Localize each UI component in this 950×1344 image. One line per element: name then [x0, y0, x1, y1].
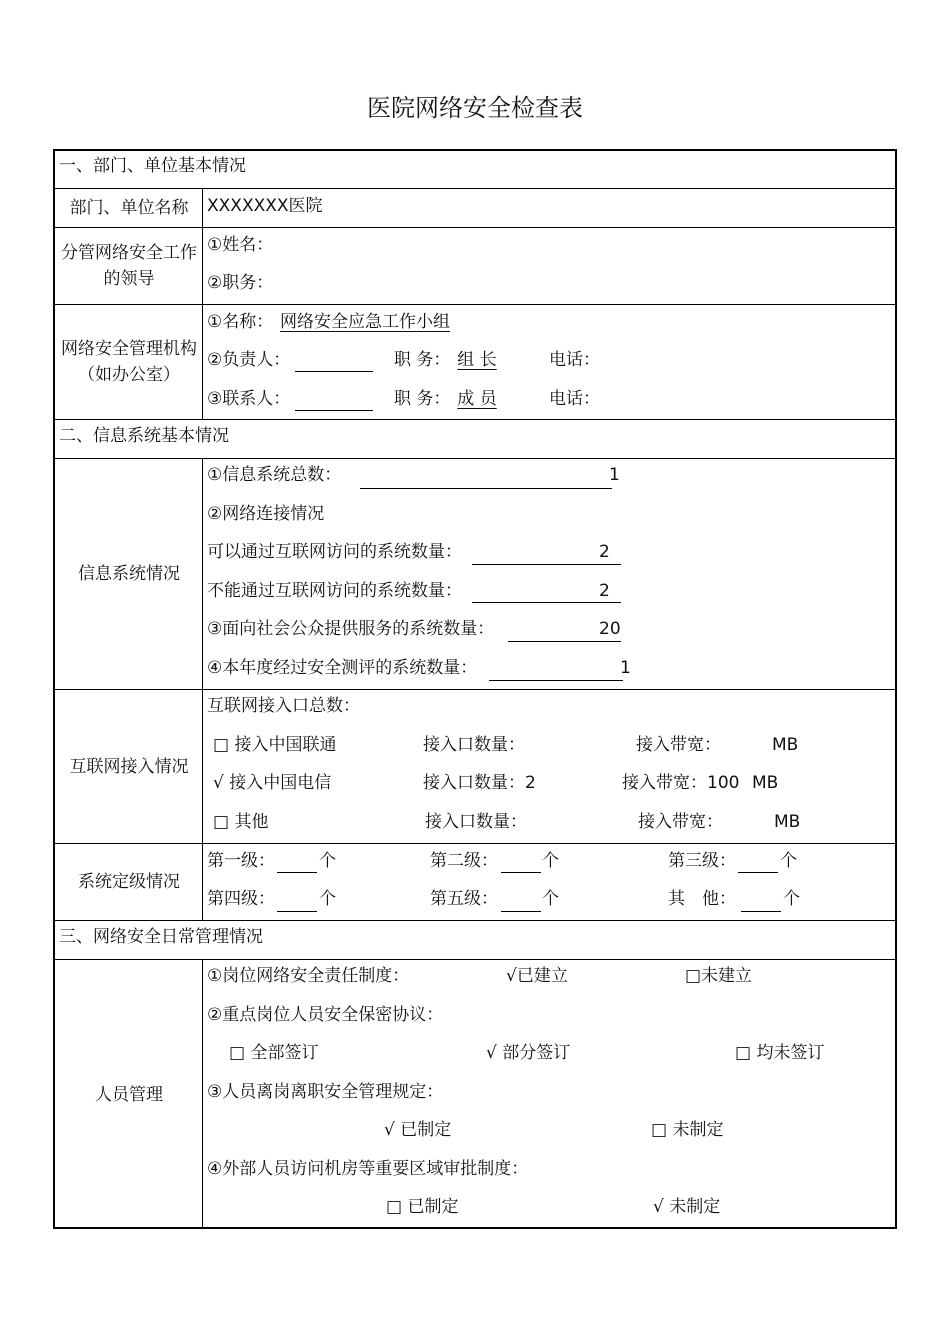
grade-5-unit: 个 — [542, 889, 559, 909]
grade-5-blank — [501, 911, 541, 912]
internet-accessible-value: 2 — [599, 542, 610, 562]
responsible-blank — [295, 371, 373, 372]
telecom-bandwidth: 接入带宽：100 — [622, 773, 740, 793]
item-3-label: ③人员离岗离职安全管理规定： — [207, 1082, 444, 1102]
section-heading-3: 三、网络安全日常管理情况 — [59, 927, 263, 947]
grading-label: 系统定级情况 — [78, 872, 180, 892]
item-3-option-made: √ 已制定 — [384, 1120, 452, 1140]
info-system-label: 信息系统情况 — [78, 564, 180, 584]
unicom-bandwidth: 接入带宽： — [636, 735, 721, 755]
item-3-option-not-made: □ 未制定 — [651, 1120, 724, 1140]
position-label: 职 务： — [394, 389, 451, 409]
public-service-blank — [508, 641, 621, 642]
item-2-label: ②重点岗位人员安全保密协议： — [207, 1005, 444, 1025]
internet-accessible-label: 可以通过互联网访问的系统数量： — [207, 542, 462, 562]
item-4-option-made: □ 已制定 — [386, 1197, 459, 1217]
grade-3-label: 第三级： — [668, 851, 736, 871]
grade-4-blank — [277, 911, 317, 912]
item-4-label: ④外部人员访问机房等重要区域审批制度： — [207, 1159, 529, 1179]
grade-5-label: 第五级： — [430, 889, 498, 909]
grade-3-blank — [738, 872, 778, 873]
contact-position: 成 员 — [457, 389, 497, 409]
org-name-value: XXXXXXX医院 — [207, 196, 323, 216]
total-systems-value: 1 — [609, 465, 620, 485]
responsible-position: 组 长 — [457, 350, 497, 370]
item-2-option-partial: √ 部分签订 — [486, 1043, 571, 1063]
item-1-label: ①岗位网络安全责任制度： — [207, 966, 410, 986]
phone-label: 电话： — [549, 389, 600, 409]
item-4-option-not-made: √ 未制定 — [653, 1197, 721, 1217]
leader-label: 分管网络安全工作的领导 — [61, 243, 197, 289]
other-mb: MB — [774, 812, 801, 832]
grade-1-unit: 个 — [319, 851, 336, 871]
section-heading-2: 二、信息系统基本情况 — [59, 426, 229, 446]
staff-management-label: 人员管理 — [95, 1084, 163, 1105]
network-connection-label: ②网络连接情况 — [207, 504, 325, 524]
page-title: 医院网络安全检查表 — [367, 94, 583, 122]
grade-4-label: 第四级： — [207, 889, 275, 909]
total-systems-blank — [360, 488, 612, 489]
org-name-label: 部门、单位名称 — [69, 198, 189, 218]
other-option: □ 其他 — [213, 812, 269, 832]
non-internet-blank — [472, 602, 621, 603]
grade-4-unit: 个 — [319, 889, 336, 909]
internet-accessible-blank — [472, 564, 621, 565]
item-1-option-not-established: □未建立 — [685, 966, 753, 986]
contact-label: ③联系人： — [207, 389, 291, 409]
grade-1-label: 第一级： — [207, 851, 275, 871]
tested-systems-blank — [489, 680, 623, 681]
grade-other-label: 其 他： — [668, 889, 736, 909]
grade-other-unit: 个 — [783, 889, 800, 909]
row-divider — [55, 419, 895, 420]
row-divider — [55, 920, 895, 921]
tested-systems-label: ④本年度经过安全测评的系统数量： — [207, 658, 478, 678]
phone-label: 电话： — [549, 350, 600, 370]
grade-2-blank — [501, 872, 541, 873]
leader-position-field: ②职务： — [207, 273, 274, 293]
telecom-mb: MB — [752, 773, 779, 793]
office-name-label: ①名称： — [207, 312, 274, 332]
unicom-ports: 接入口数量： — [423, 735, 525, 755]
public-service-value: 20 — [599, 619, 621, 639]
grade-other-blank — [741, 911, 781, 912]
contact-blank — [295, 410, 373, 411]
total-systems-label: ①信息系统总数： — [207, 465, 342, 485]
position-label: 职 务： — [394, 350, 451, 370]
item-2-option-all: □ 全部签订 — [229, 1043, 319, 1063]
unicom-option: □ 接入中国联通 — [213, 735, 337, 755]
non-internet-label: 不能通过互联网访问的系统数量： — [207, 581, 462, 601]
public-service-label: ③面向社会公众提供服务的系统数量： — [207, 619, 495, 639]
telecom-ports: 接入口数量：2 — [423, 773, 536, 793]
inspection-table — [53, 149, 897, 1229]
access-total-label: 互联网接入口总数： — [207, 696, 360, 716]
section-heading-1: 一、部门、单位基本情况 — [59, 156, 246, 176]
grade-1-blank — [277, 872, 317, 873]
tested-systems-value: 1 — [620, 658, 631, 678]
responsible-label: ②负责人： — [207, 350, 291, 370]
item-1-option-established: √已建立 — [506, 966, 568, 986]
unicom-mb: MB — [772, 735, 799, 755]
grade-3-unit: 个 — [780, 851, 797, 871]
grade-2-label: 第二级： — [430, 851, 498, 871]
office-label: 网络安全管理机构（如办公室） — [61, 339, 197, 385]
telecom-option: √ 接入中国电信 — [213, 773, 332, 793]
non-internet-value: 2 — [599, 581, 610, 601]
other-bandwidth: 接入带宽： — [638, 812, 723, 832]
grade-2-unit: 个 — [542, 851, 559, 871]
item-2-option-none: □ 均未签订 — [735, 1043, 825, 1063]
office-name-value: 网络安全应急工作小组 — [280, 312, 450, 332]
leader-name-field: ①姓名： — [207, 235, 274, 255]
other-ports: 接入口数量： — [425, 812, 527, 832]
internet-access-label: 互联网接入情况 — [69, 756, 189, 777]
